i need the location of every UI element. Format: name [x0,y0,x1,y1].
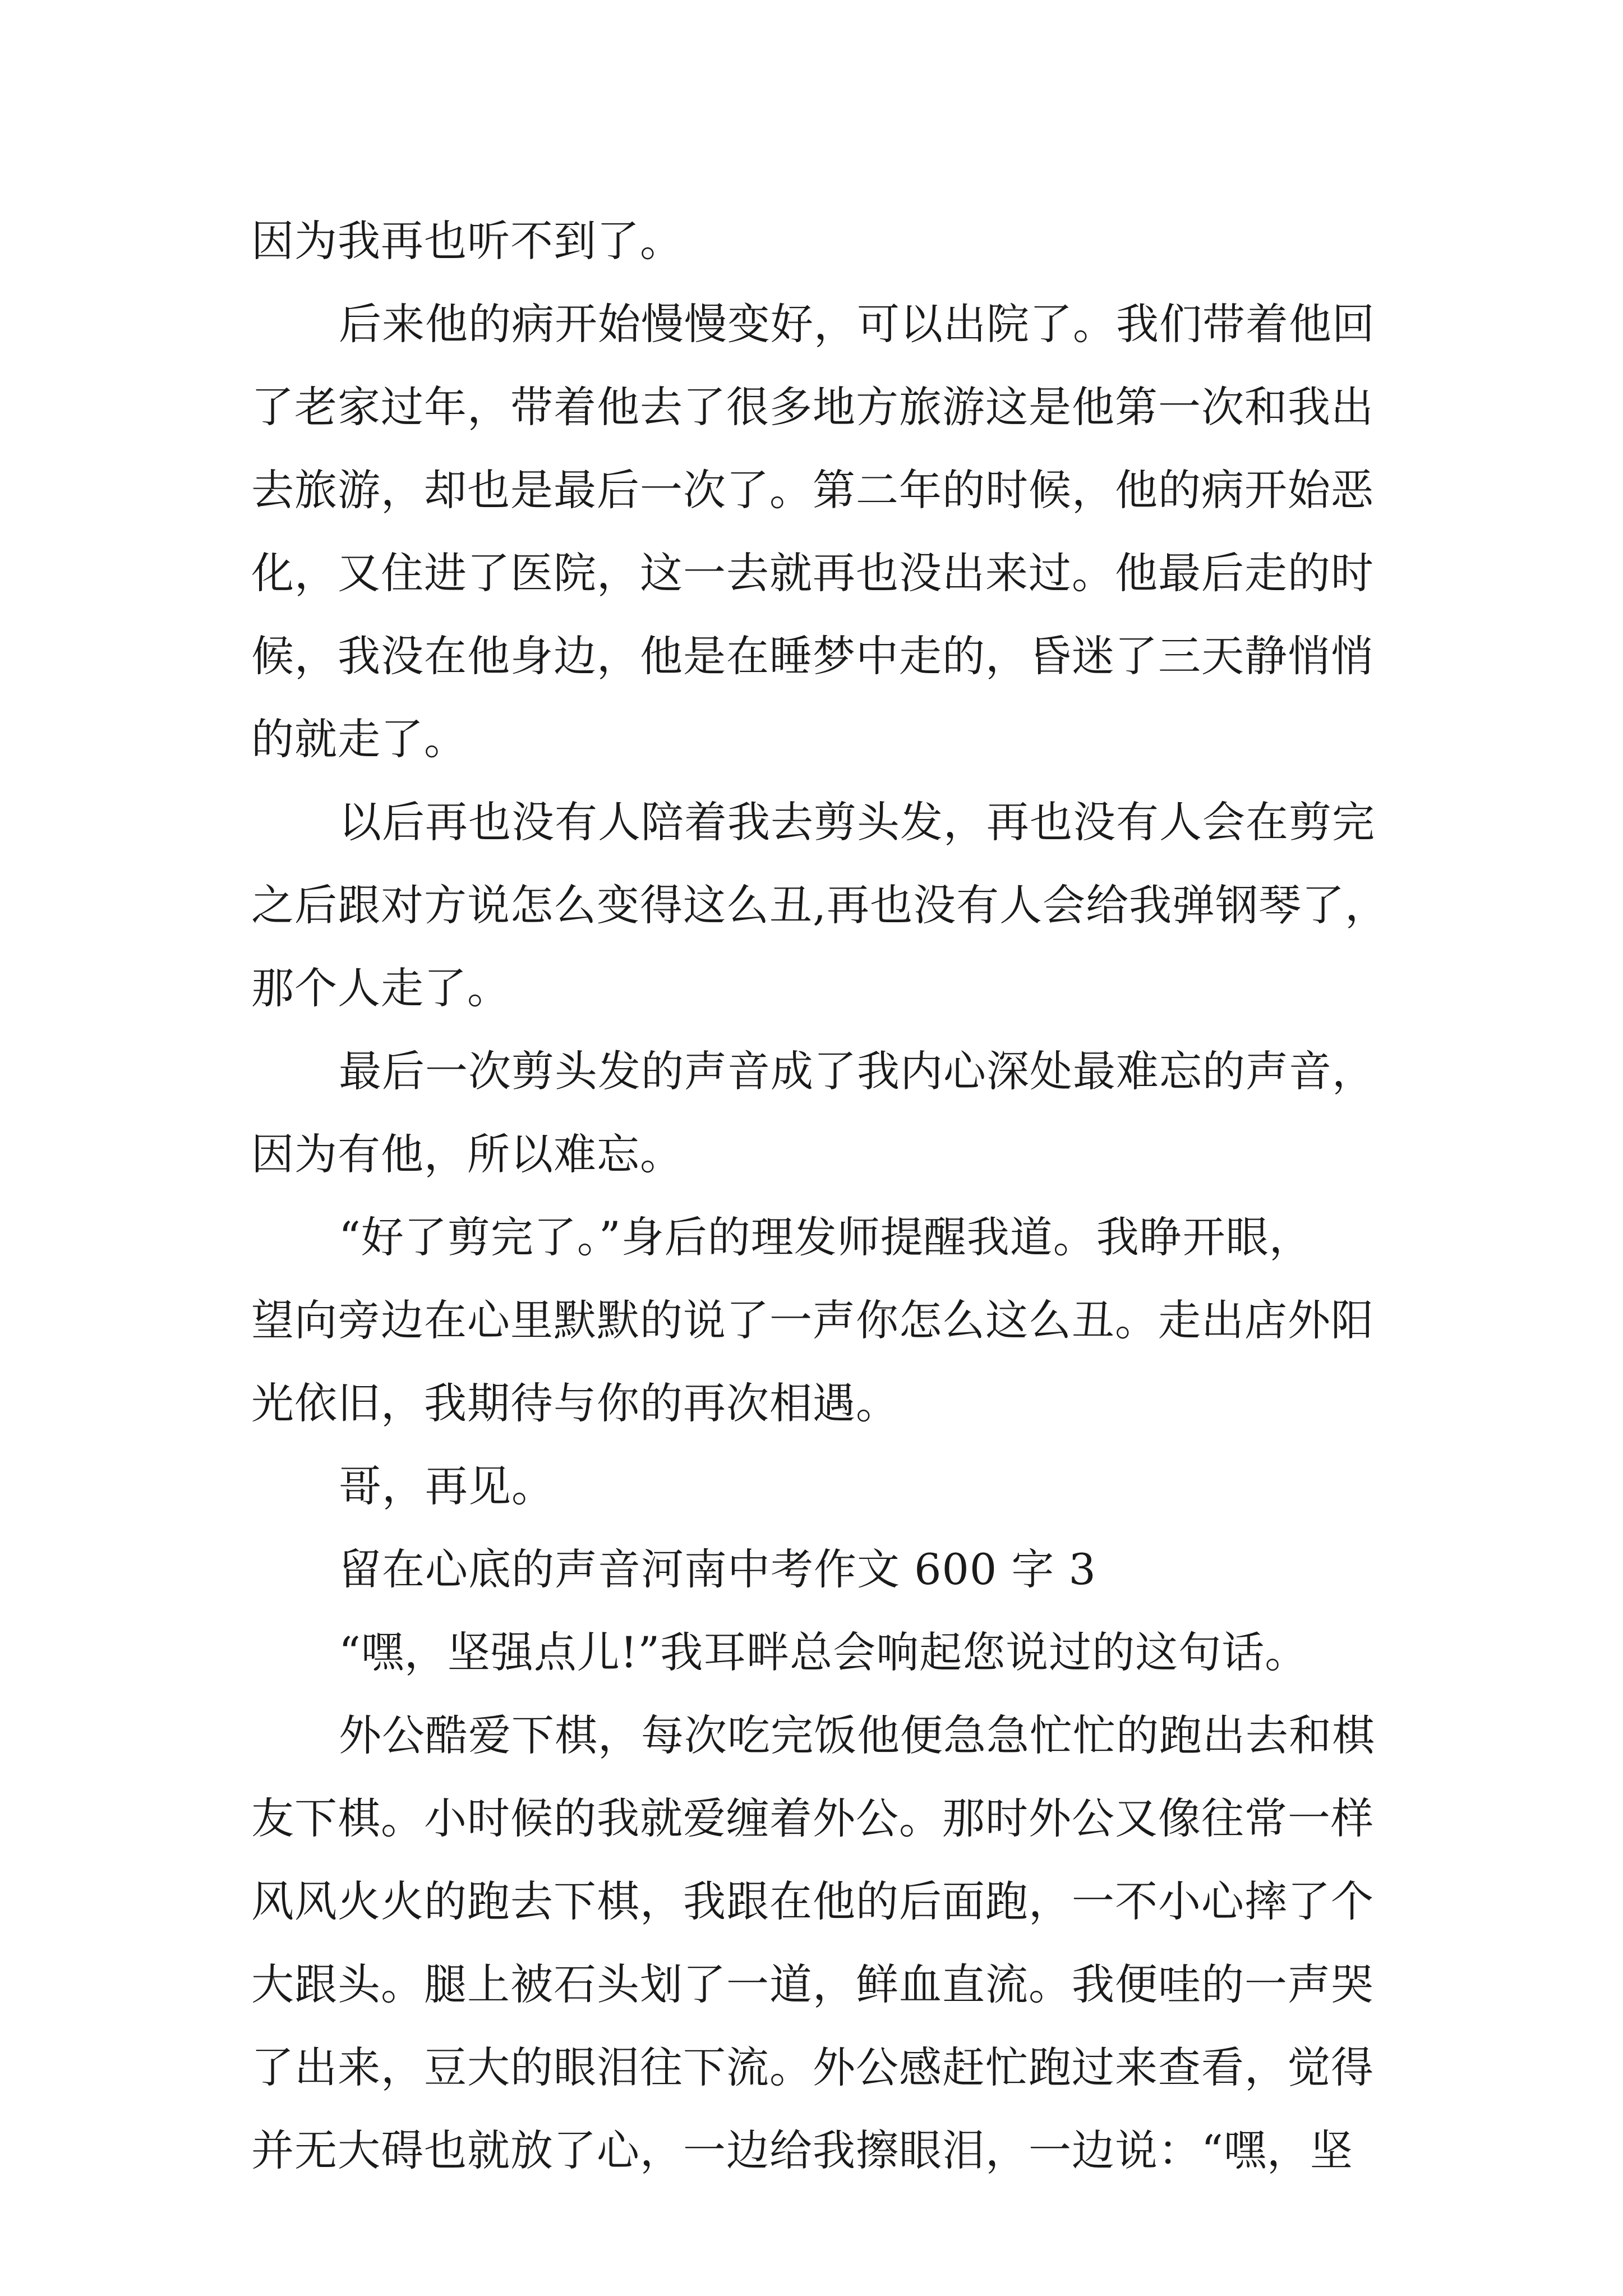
text-line: 之后跟对方说怎么变得这么丑,再也没有人会给我弹钢琴了， [251,880,1389,930]
text-line: 了出来，豆大的眼泪往下流。外公感赶忙跑过来查看，觉得 [251,2042,1374,2092]
text-line: 并无大碍也就放了心，一边给我擦眼泪，一边说：“嘿，坚 [251,2125,1353,2175]
text-line: 去旅游，却也是最后一次了。第二年的时候，他的病开始恶 [251,465,1374,515]
text-line: 最后一次剪头发的声音成了我内心深处最难忘的声音， [339,1046,1375,1096]
text-line: 望向旁边在心里默默的说了一声你怎么这么丑。走出店外阳 [251,1295,1374,1345]
text-line: 大跟头。腿上被石头划了一道，鲜血直流。我便哇的一声哭 [251,1959,1374,2009]
text-line: 化，又住进了医院，这一去就再也没出来过。他最后走的时 [251,548,1374,598]
text-line: 因为有他，所以难忘。 [251,1129,683,1179]
text-line: 光依旧，我期待与你的再次相遇。 [251,1378,899,1428]
text-line: 了老家过年，带着他去了很多地方旅游这是他第一次和我出 [251,382,1374,432]
text-line: 候，我没在他身边，他是在睡梦中走的，昏迷了三天静悄悄 [251,631,1374,681]
text-line: “好了剪完了。”身后的理发师提醒我道。我睁开眼， [339,1212,1312,1262]
text-line: 后来他的病开始慢慢变好，可以出院了。我们带着他回 [339,299,1375,349]
text-line: 友下棋。小时候的我就爱缠着外公。那时外公又像往常一样 [251,1793,1374,1843]
text-line: 哥，再见。 [339,1461,555,1511]
text-line: 外公酷爱下棋，每次吃完饭他便急急忙忙的跑出去和棋 [339,1710,1375,1760]
text-line: “嘿，坚强点儿!”我耳畔总会响起您说过的这句话。 [339,1627,1308,1677]
text-line: 的就走了。 [251,714,467,764]
section-heading: 留在心底的声音河南中考作文 600 字 3 [339,1544,1096,1594]
text-line: 因为我再也听不到了。 [251,216,683,266]
text-line: 以后再也没有人陪着我去剪头发，再也没有人会在剪完 [339,797,1375,847]
text-line: 风风火火的跑去下棋，我跟在他的后面跑，一不小心摔了个 [251,1876,1374,1926]
text-line: 那个人走了。 [251,963,510,1013]
